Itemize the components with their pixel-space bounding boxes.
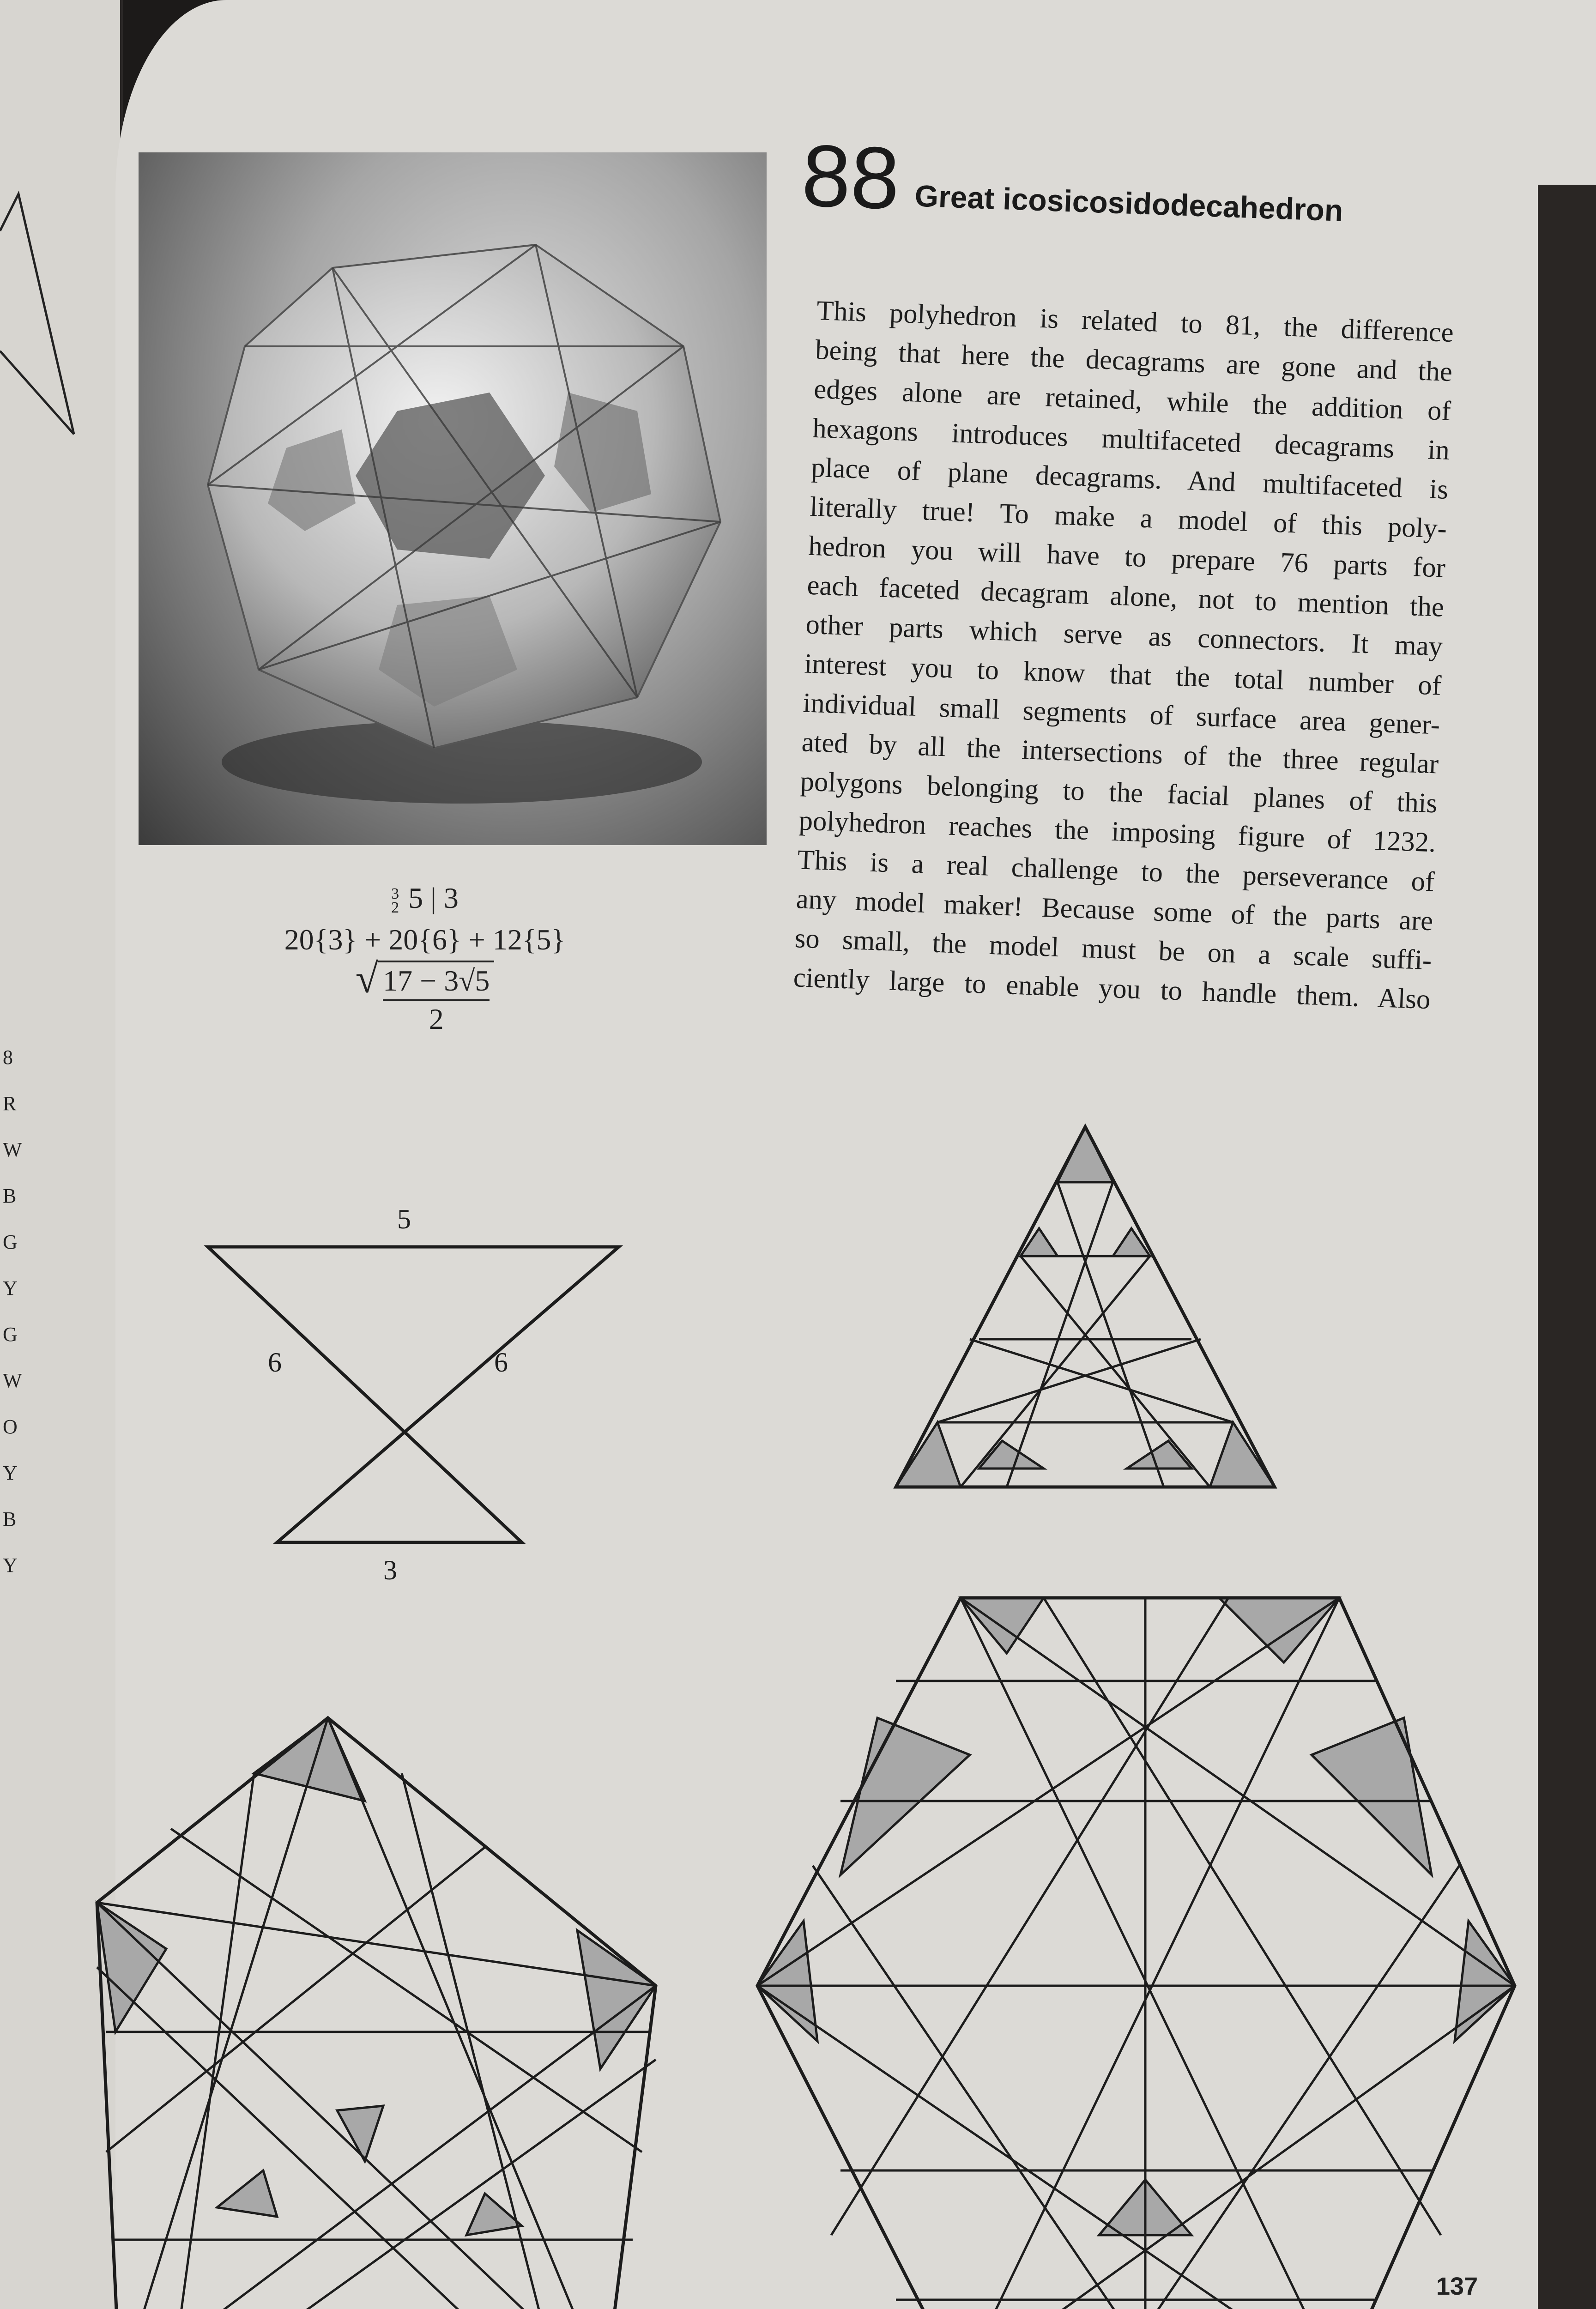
radius-denominator: 2 [429,1003,444,1035]
body-paragraph [793,291,1455,1019]
text-line: edges alone are retained, while the addition of [813,373,1451,427]
symbol-fraction-denominator: 2 [391,899,399,917]
vertex-figure-shape [208,1247,619,1542]
text-line: being that here the decagrams are gone and the [815,334,1453,388]
page-number: 137 [1436,2273,1478,2300]
margin-letters [3,1034,30,1589]
polyhedron-formula [259,877,591,1038]
margin-letter: W [3,1369,22,1392]
margin-letter: Y [3,1554,18,1577]
vertex-figure-label-top: 5 [397,1204,411,1234]
previous-page-triangle-drawing [0,0,120,462]
face-count: 20{3} + 20{6} + 12{5} [284,923,566,956]
symbol-fraction-numerator: 3 [391,885,399,903]
margin-letter: Y [3,1277,18,1300]
pentagon-face-diagram [79,1709,674,2309]
text-line: so small, the model must be on a scale suffi- [794,923,1433,976]
vertex-figure-diagram [199,1191,642,1589]
text-line: This polyhedron is related to 81, the difference [816,295,1454,349]
text-line: polyhedron reaches the imposing figure of 1232. [798,805,1437,858]
vertex-figure-label-bottom: 3 [383,1555,397,1585]
margin-letter: Y [3,1462,18,1484]
margin-letter: O [3,1415,18,1438]
margin-letter: B [3,1185,17,1207]
polyhedron-photo [139,152,767,845]
text-line: ated by all the intersections of the three regular [801,726,1439,780]
margin-letter: B [3,1508,17,1530]
radius-formula [259,956,591,1038]
radius-fraction [378,961,494,1038]
root-sign: √ [355,956,379,1002]
margin-letter: G [3,1231,18,1253]
margin-letter: 8 [3,1046,13,1069]
text-line: This is a real challenge to the perseverance of [797,844,1435,898]
text-line: interest you to know that the total number of [804,648,1442,701]
text-line: ciently large to enable you to handle them. Also [792,962,1431,1015]
vertex-figure-label-left: 6 [268,1347,282,1378]
margin-letter: R [3,1092,17,1115]
chapter-title: Great icosicosidodecahedron [914,178,1344,228]
text-line: place of plane decagrams. And multifaceted is [810,452,1449,505]
symbol-fraction [391,887,399,915]
symbol-rest: 5 | 3 [408,882,459,914]
text-line: hedron you will have to prepare 76 parts for [808,530,1446,584]
margin-letter: W [3,1138,22,1161]
triangle-face-diagram [887,1118,1284,1496]
text-line: polygons belonging to the facial planes of this [799,766,1438,819]
text-line: hexagons introduces multifaceted decagrams in [812,412,1450,466]
text-line: literally true! To make a model of this poly- [809,491,1448,544]
hexagon-face-diagram [748,1589,1524,2309]
text-line: each faceted decagram alone, not to mention the [806,569,1445,623]
wythoff-symbol [259,877,591,919]
vertex-figure-label-right: 6 [494,1347,508,1378]
margin-letter: G [3,1323,18,1346]
text-line: individual small segments of surface area gener- [802,687,1441,741]
text-line: any model maker! Because some of the parts are [795,883,1434,937]
page-edge [1538,185,1596,2309]
radius-numerator: 17 − 3√5 [383,962,490,1001]
text-line: other parts which serve as connectors. It may [805,609,1444,662]
chapter-number: 88 [800,127,901,228]
